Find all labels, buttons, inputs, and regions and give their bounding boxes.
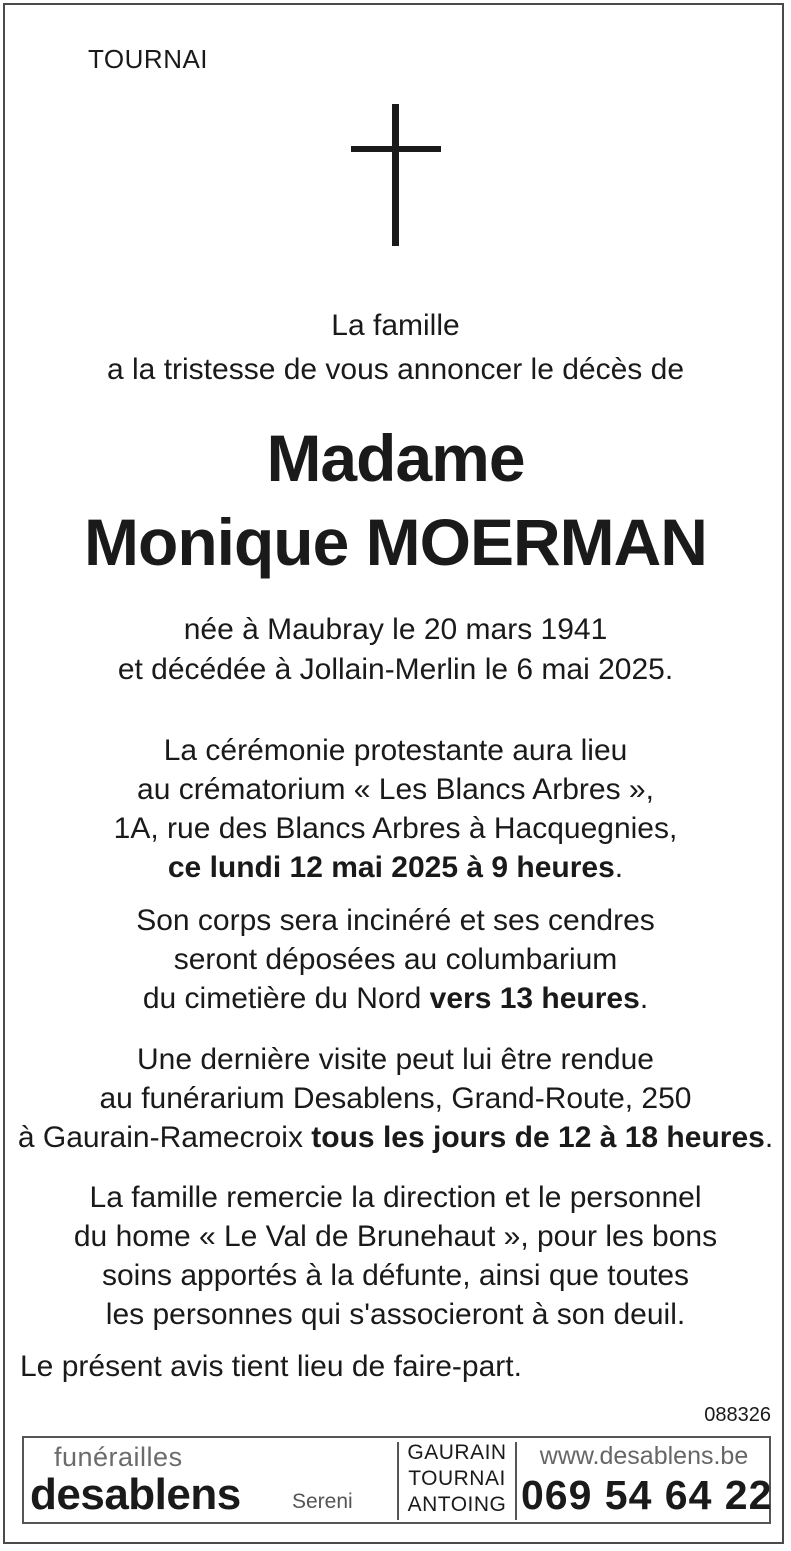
- death-line: et décédée à Jollain-Merlin le 6 mai 2025.: [117, 653, 674, 686]
- visit-line-3: [10, 1118, 781, 1157]
- location-label: TOURNAI: [88, 44, 209, 74]
- thanks-line-3: soins apportés à la défunte, ainsi que toutes: [101, 1259, 690, 1292]
- brand-logo-text: desablens: [30, 1470, 241, 1519]
- visit-period: .: [764, 1121, 774, 1154]
- notice-text: Le présent avis tient lieu de faire-part.: [20, 1350, 522, 1383]
- town-item: TOURNAI: [408, 1467, 506, 1490]
- thanks-paragraph: [10, 1178, 781, 1334]
- visit-line-2: au funérarium Desablens, Grand-Route, 250: [99, 1082, 692, 1115]
- name-full: Monique MOERMAN: [84, 505, 707, 579]
- sereni-label: Sereni: [292, 1490, 353, 1513]
- name-title: Madame: [266, 421, 525, 495]
- town-item: GAURAIN: [407, 1441, 507, 1464]
- thanks-line-1: La famille remercie la direction et le personnel: [89, 1181, 702, 1214]
- visit-line-1: Une dernière visite peut lui être rendue: [137, 1043, 654, 1076]
- birth-death-dates: [10, 610, 781, 690]
- visit-paragraph: [10, 1040, 781, 1157]
- thanks-line-2: du home « Le Val de Brunehaut », pour les bons: [73, 1220, 718, 1253]
- visit-place: à Gaurain-Ramecroix: [17, 1121, 312, 1154]
- ceremony-line-3: 1A, rue des Blancs Arbres à Hacquegnies,: [113, 812, 678, 845]
- cremation-line-1: Son corps sera incinéré et ses cendres: [136, 904, 655, 937]
- ceremony-line-2: au crématorium « Les Blancs Arbres »,: [137, 773, 654, 806]
- deceased-name: [10, 416, 781, 584]
- cremation-period: .: [639, 982, 649, 1015]
- town-item: ANTOING: [407, 1493, 507, 1516]
- funerailles-label: funérailles: [54, 1442, 183, 1472]
- ceremony-period: .: [614, 851, 624, 884]
- intro-line-1: La famille: [331, 309, 460, 342]
- cremation-place: du cimetière du Nord: [142, 982, 430, 1015]
- thanks-line-4: les personnes qui s'associeront à son deuil.: [105, 1298, 686, 1331]
- divider: [397, 1442, 399, 1520]
- cremation-paragraph: [10, 901, 781, 1018]
- cremation-time: vers 13 heures: [429, 982, 640, 1015]
- cremation-line-2: seront déposées au columbarium: [173, 943, 618, 976]
- birth-line: née à Maubray le 20 mars 1941: [183, 613, 608, 646]
- funeral-home-banner: [22, 1436, 771, 1524]
- reference-number: 088326: [704, 1404, 771, 1426]
- town-list: [401, 1440, 513, 1518]
- divider: [515, 1442, 517, 1520]
- phone-number[interactable]: 069 54 64 22: [521, 1472, 773, 1518]
- website-link[interactable]: www.desablens.be: [539, 1442, 749, 1470]
- ceremony-line-1: La cérémonie protestante aura lieu: [163, 734, 628, 767]
- visit-hours: tous les jours de 12 à 18 heures: [311, 1121, 765, 1154]
- ceremony-line-4: [10, 848, 781, 887]
- ceremony-datetime: ce lundi 12 mai 2025 à 9 heures: [167, 851, 615, 884]
- intro-line-2: a la tristesse de vous annoncer le décès de: [106, 353, 685, 386]
- intro-text: [10, 304, 781, 392]
- ceremony-paragraph: [10, 731, 781, 887]
- cross-icon: [351, 104, 441, 246]
- cremation-line-3: [10, 979, 781, 1018]
